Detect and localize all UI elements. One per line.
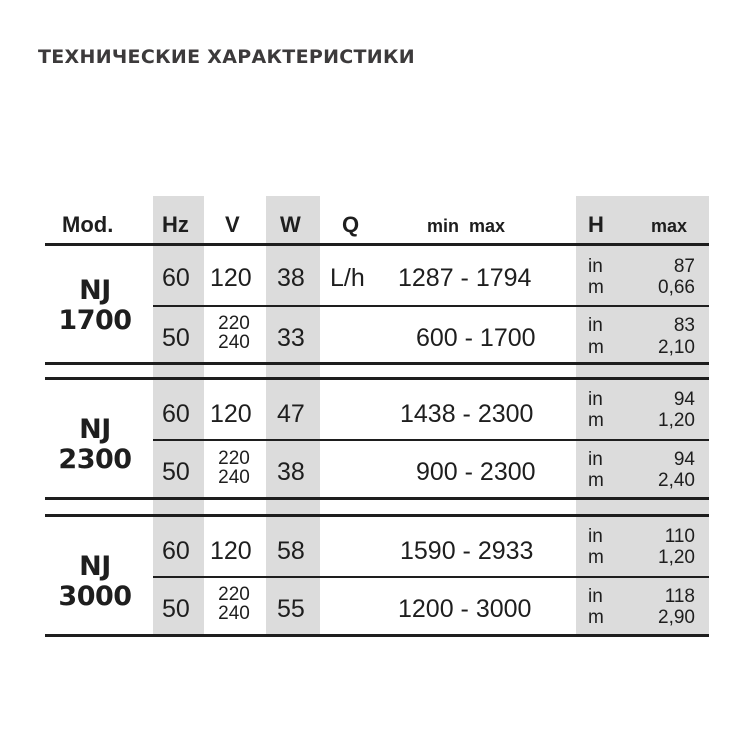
- hz-value: 60: [162, 537, 190, 565]
- voltage-value-1: 220: [218, 448, 250, 469]
- head-unit-m: m: [588, 337, 604, 358]
- group-bottom-rule: [45, 634, 709, 637]
- hz-value: 50: [162, 595, 190, 623]
- head-value-in: 87: [673, 256, 695, 277]
- head-unit-in: in: [588, 449, 603, 470]
- head-value-in: 110: [664, 526, 695, 547]
- watt-value: 33: [277, 324, 305, 352]
- row-divider: [153, 305, 709, 307]
- head-unit-m: m: [588, 277, 604, 298]
- head-unit-in: in: [588, 586, 603, 607]
- voltage-value-1: 220: [218, 584, 250, 605]
- voltage-value: 120: [210, 264, 252, 292]
- head-unit-m: m: [588, 470, 604, 491]
- watt-value: 55: [277, 595, 305, 623]
- group-bottom-rule: [45, 362, 709, 365]
- flow-unit: L/h: [330, 264, 365, 292]
- page-title: ТЕХНИЧЕСКИЕ ХАРАКТЕРИСТИКИ: [38, 46, 416, 68]
- hz-value: 50: [162, 324, 190, 352]
- header-h: H: [588, 212, 604, 237]
- hz-value: 50: [162, 458, 190, 486]
- voltage-value: 120: [210, 400, 252, 428]
- flow-range: 1590 - 2933: [400, 537, 534, 565]
- hz-value: 60: [162, 264, 190, 292]
- head-value-m: 1,20: [658, 547, 695, 568]
- header-h-max: max: [651, 216, 688, 236]
- flow-range: 600 - 1700: [416, 324, 536, 352]
- flow-range: 1438 - 2300: [400, 400, 534, 428]
- header-hz: Hz: [162, 212, 189, 237]
- header-q-range: min max: [427, 216, 506, 236]
- watt-value: 38: [277, 264, 305, 292]
- model-name: NJ 1700: [58, 275, 132, 336]
- model-name: NJ 2300: [58, 414, 132, 475]
- head-value-m: 1,20: [658, 410, 695, 431]
- head-unit-m: m: [588, 547, 604, 568]
- head-unit-in: in: [588, 315, 603, 336]
- voltage-value-2: 240: [218, 467, 250, 488]
- row-divider: [153, 439, 709, 441]
- header-rule: [45, 243, 709, 246]
- model-name: NJ 3000: [58, 551, 132, 612]
- header-mod: Mod.: [62, 212, 114, 237]
- head-unit-in: in: [588, 526, 603, 547]
- group-top-rule: [45, 377, 709, 380]
- row-divider: [153, 576, 709, 578]
- head-unit-in: in: [588, 256, 603, 277]
- voltage-value-1: 220: [218, 313, 250, 334]
- head-unit-m: m: [588, 607, 604, 628]
- head-value-in: 94: [673, 449, 695, 470]
- head-value-m: 0,66: [658, 277, 695, 298]
- head-value-in: 83: [673, 315, 695, 336]
- head-value-in: 118: [664, 586, 695, 607]
- flow-range: 900 - 2300: [416, 458, 536, 486]
- group-bottom-rule: [45, 497, 709, 500]
- flow-range: 1287 - 1794: [398, 264, 532, 292]
- flow-range: 1200 - 3000: [398, 595, 532, 623]
- head-value-m: 2,10: [658, 337, 695, 358]
- head-unit-in: in: [588, 389, 603, 410]
- head-value-m: 2,40: [658, 470, 695, 491]
- header-q: Q: [342, 212, 360, 237]
- header-v: V: [225, 212, 240, 237]
- group-top-rule: [45, 514, 709, 517]
- watt-value: 47: [277, 400, 305, 428]
- watt-value: 38: [277, 458, 305, 486]
- voltage-value-2: 240: [218, 603, 250, 624]
- voltage-value: 120: [210, 537, 252, 565]
- head-value-in: 94: [673, 389, 695, 410]
- voltage-value-2: 240: [218, 332, 250, 353]
- header-w: W: [280, 212, 301, 237]
- watt-value: 58: [277, 537, 305, 565]
- hz-value: 60: [162, 400, 190, 428]
- head-unit-m: m: [588, 410, 604, 431]
- head-value-m: 2,90: [658, 607, 695, 628]
